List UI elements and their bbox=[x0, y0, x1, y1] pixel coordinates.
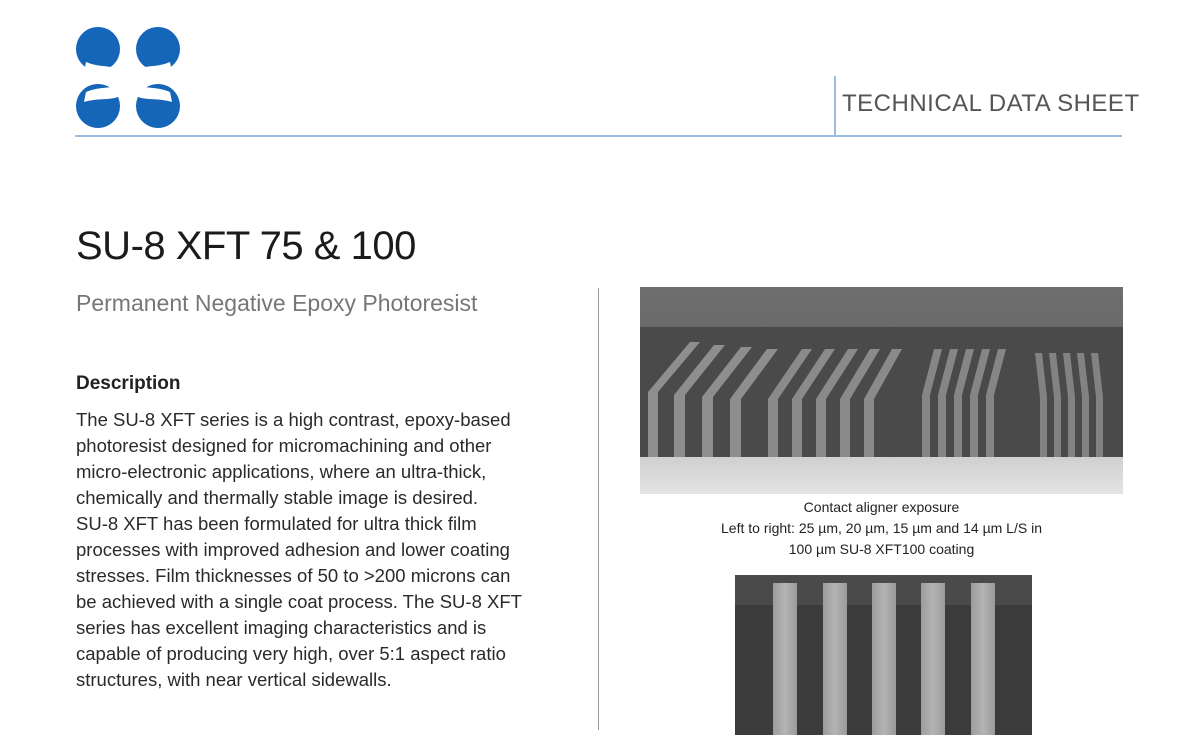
description-heading: Description bbox=[76, 373, 181, 394]
sem-image-pillars bbox=[735, 575, 1032, 735]
document-type-label: TECHNICAL DATA SHEET bbox=[842, 90, 1140, 117]
caption-line: Left to right: 25 µm, 20 µm, 15 µm and 14 µm L/S in bbox=[721, 520, 1042, 536]
caption-line: Contact aligner exposure bbox=[803, 499, 960, 515]
column-divider bbox=[598, 288, 599, 730]
description-line: be achieved with a single coat process. The SU-8 XFT bbox=[76, 591, 522, 612]
description-line: processes with improved adhesion and lower coating bbox=[76, 539, 510, 560]
description-line: stresses. Film thicknesses of 50 to >200 microns can bbox=[76, 565, 511, 586]
company-logo bbox=[72, 22, 184, 132]
header-divider bbox=[75, 135, 1122, 137]
product-subtitle: Permanent Negative Epoxy Photoresist bbox=[76, 290, 478, 316]
description-text bbox=[76, 407, 586, 693]
figure-caption bbox=[640, 497, 1123, 560]
product-title: SU-8 XFT 75 & 100 bbox=[76, 224, 416, 268]
description-line: The SU-8 XFT series is a high contrast, epoxy-based bbox=[76, 409, 511, 430]
description-line: photoresist designed for micromachining and other bbox=[76, 435, 492, 456]
description-line: capable of producing very high, over 5:1 aspect ratio bbox=[76, 643, 506, 664]
header-divider-vertical bbox=[834, 76, 836, 137]
description-line: micro-electronic applications, where an ultra-thick, bbox=[76, 461, 487, 482]
description-line: series has excellent imaging characteristics and is bbox=[76, 617, 487, 638]
description-line: SU-8 XFT has been formulated for ultra thick film bbox=[76, 513, 477, 534]
sem-image-line-space bbox=[640, 287, 1123, 494]
description-line: structures, with near vertical sidewalls. bbox=[76, 669, 392, 690]
caption-line: 100 µm SU-8 XFT100 coating bbox=[788, 541, 975, 557]
description-line: chemically and thermally stable image is desired. bbox=[76, 487, 479, 508]
